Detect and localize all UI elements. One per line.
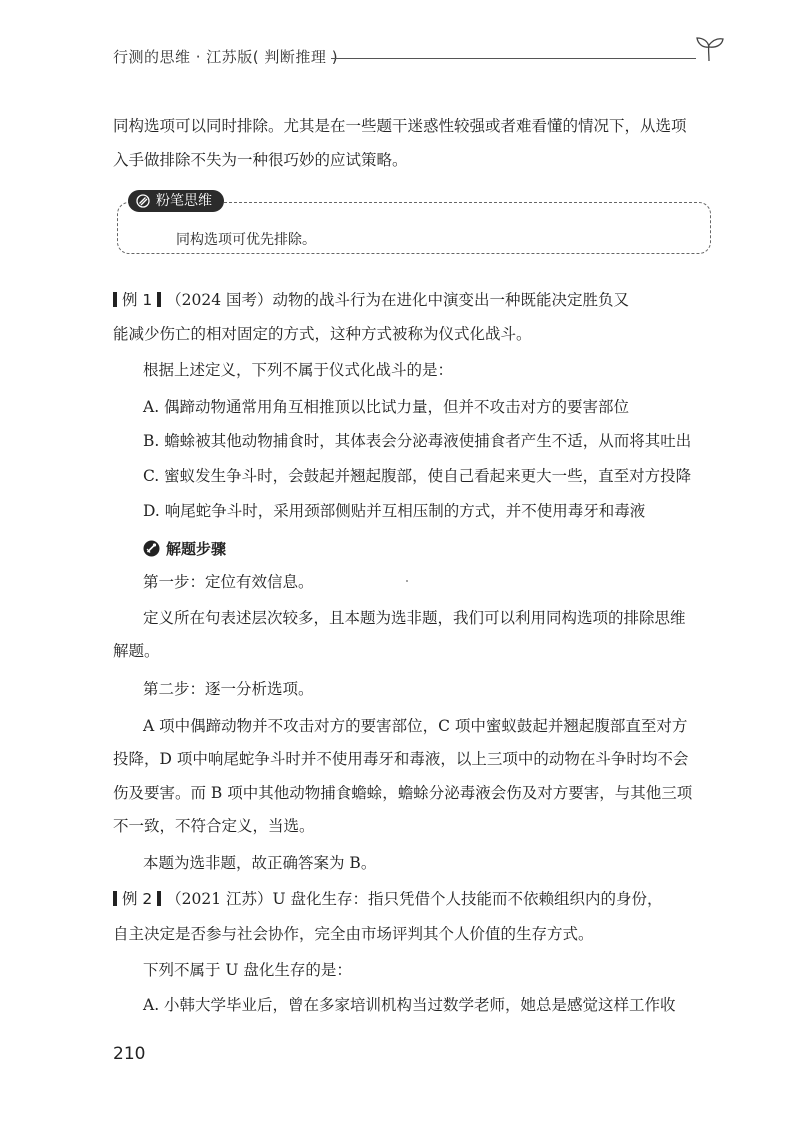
paragraph-2-line-1: A 项中偶蹄动物并不攻击对方的要害部位，C 项中蜜蚁鼓起并翘起腹部直至对方 xyxy=(143,717,688,735)
paragraph-2-line-3: 伤及要害。而 B 项中其他动物捕食蟾蜍，蟾蜍分泌毒液会伤及对方要害，与其他三项 xyxy=(113,784,693,802)
intro-line-1: 同构选项可以同时排除。尤其是在一些题干迷惑性较强或者难看懂的情况下，从选项 xyxy=(113,117,687,135)
paragraph-1-line-2: 解题。 xyxy=(113,642,160,660)
page-number: 210 xyxy=(113,1044,146,1064)
tip-text: 同构选项可优先排除。 xyxy=(176,232,316,248)
example2-label: 例 2 xyxy=(121,890,153,908)
example1-stem-line-1: （2024 国考）动物的战斗行为在进化中演变出一种既能决定胜负又 xyxy=(166,291,629,309)
example1-line-1 xyxy=(113,290,629,310)
solution-heading-text: 解题步骤 xyxy=(166,540,227,558)
example2-line-1 xyxy=(113,889,662,909)
example2-line-2: 自主决定是否参与社会协作，完全由市场评判其个人价值的生存方式。 xyxy=(113,925,594,943)
option-b: B. 蟾蜍被其他动物捕食时，其体表会分泌毒液使捕食者产生不适，从而将其吐出 xyxy=(143,432,692,450)
intro-line-2: 入手做排除不失为一种很巧妙的应试策略。 xyxy=(113,151,408,169)
step-2: 第二步：逐一分析选项。 xyxy=(143,680,314,698)
example-bar-left xyxy=(113,292,117,307)
chalk-icon xyxy=(136,194,150,208)
option-d: D. 响尾蛇争斗时，采用颈部侧贴并互相压制的方式，并不使用毒牙和毒液 xyxy=(143,502,646,520)
example2-stem-line-1: （2021 江苏）U 盘化生存：指只凭借个人技能而不依赖组织内的身份， xyxy=(166,890,663,908)
paragraph-1-line-1: 定义所在句表述层次较多，且本题为选非题，我们可以利用同构选项的排除思维 xyxy=(143,609,686,627)
option-a: A. 偶蹄动物通常用角互相推顶以比试力量，但并不攻击对方的要害部位 xyxy=(143,398,630,416)
paragraph-2-line-4: 不一致，不符合定义，当选。 xyxy=(113,817,315,835)
stray-dot xyxy=(406,580,408,582)
sprout-icon xyxy=(693,36,725,62)
tip-label xyxy=(128,190,224,212)
header-title: 行测的思维 · 江苏版( 判断推理 ) xyxy=(113,48,339,66)
example-bar-left xyxy=(113,891,117,906)
solution-steps-icon xyxy=(143,540,160,557)
example2-option-a: A. 小韩大学毕业后，曾在多家培训机构当过数学老师，她总是感觉这样工作收 xyxy=(143,996,676,1014)
option-c: C. 蜜蚁发生争斗时，会鼓起并翘起腹部，使自己看起来更大一些，直至对方投降 xyxy=(143,467,692,485)
solution-heading xyxy=(143,538,226,559)
example1-line-2: 能减少伤亡的相对固定的方式，这种方式被称为仪式化战斗。 xyxy=(113,325,532,343)
example1-question: 根据上述定义，下列不属于仪式化战斗的是： xyxy=(143,361,454,379)
example2-question: 下列不属于 U 盘化生存的是： xyxy=(143,961,352,979)
answer-line: 本题为选非题，故正确答案为 B。 xyxy=(143,854,377,872)
example-bar-right xyxy=(157,891,161,906)
running-header xyxy=(113,40,713,76)
example1-label: 例 1 xyxy=(121,291,153,309)
step-1: 第一步：定位有效信息。 xyxy=(143,573,314,591)
tip-label-text: 粉笔思维 xyxy=(156,193,212,209)
example-bar-right xyxy=(157,292,161,307)
header-rule xyxy=(331,58,696,59)
paragraph-2-line-2: 投降，D 项中响尾蛇争斗时并不使用毒牙和毒液，以上三项中的动物在斗争时均不会 xyxy=(113,750,689,768)
